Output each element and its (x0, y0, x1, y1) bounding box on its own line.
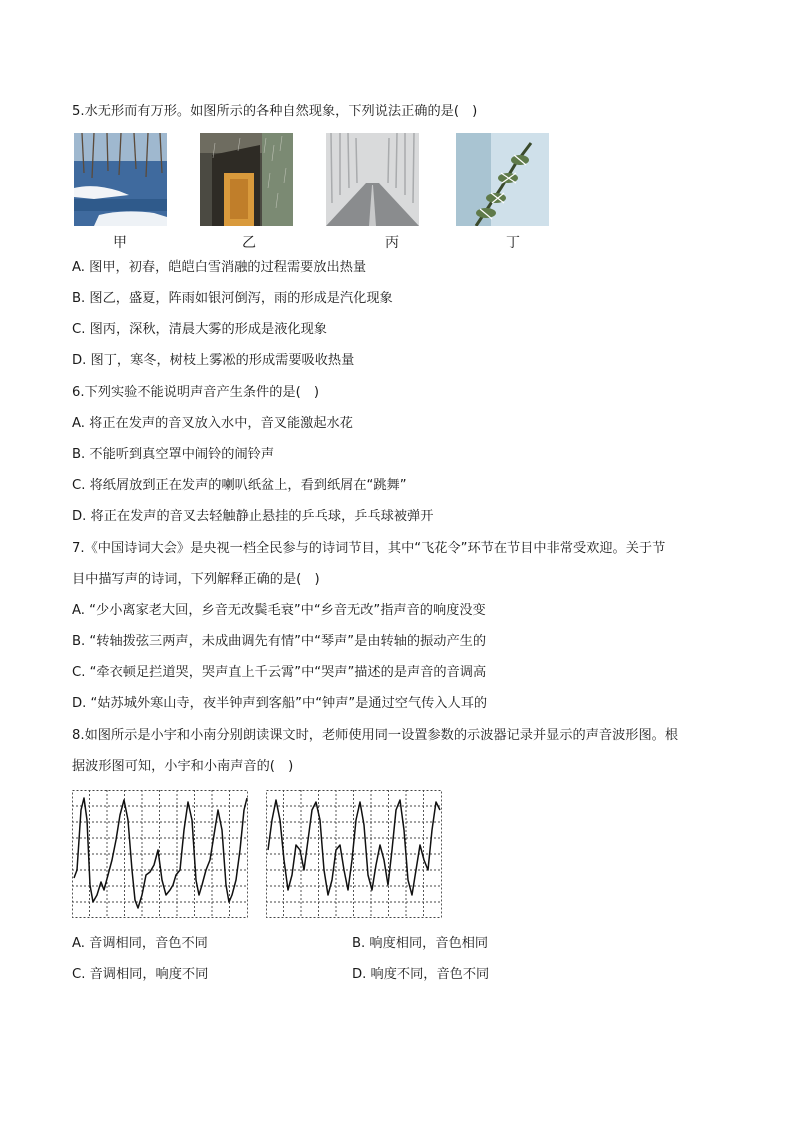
q6-option-c: C. 将纸屑放到正在发声的喇叭纸盆上，看到纸屑在“跳舞” (72, 478, 407, 493)
photo-melting-snow (74, 133, 167, 226)
q8-option-a: A. 音调相同，音色不同 (72, 936, 208, 951)
waveform-diagram-left (72, 790, 248, 922)
q7-stem-line1: 7.《中国诗词大会》是央视一档全民参与的诗词节目，其中“飞花令”环节在节目中非常受欢迎。关于节 (72, 541, 666, 556)
photo-fog-road (326, 133, 419, 226)
q8-stem-line2: 据波形图可知，小宇和小南声音的( ) (72, 759, 294, 774)
q8-option-b: B. 响度相同，音色相同 (352, 936, 489, 951)
caption-bing: 丙 (385, 235, 399, 251)
photo-heavy-rain (200, 133, 293, 226)
q6-option-a: A. 将正在发声的音叉放入水中，音叉能激起水花 (72, 416, 353, 431)
q7-option-b: B. “转轴拨弦三两声，未成曲调先有情”中“琴声”是由转轴的振动产生的 (72, 634, 487, 649)
waveform-diagram-right (266, 790, 442, 922)
q5-option-a: A. 图甲，初春，皑皑白雪消融的过程需要放出热量 (72, 260, 367, 275)
caption-ding: 丁 (506, 235, 520, 251)
q5-option-c: C. 图丙，深秋，清晨大雾的形成是液化现象 (72, 322, 327, 337)
q8-stem-line1: 8.如图所示是小宇和小南分别朗读课文时，老师使用同一设置参数的示波器记录并显示的声音波形图。根 (72, 728, 679, 743)
q7-stem-line2: 目中描写声的诗词，下列解释正确的是( ) (72, 572, 320, 587)
caption-yi: 乙 (242, 235, 256, 251)
q8-option-d: D. 响度不同，音色不同 (352, 967, 490, 982)
q6-stem: 6.下列实验不能说明声音产生条件的是( ) (72, 385, 320, 400)
q6-option-b: B. 不能听到真空罩中闹铃的闹铃声 (72, 447, 275, 462)
photo-rime-frost (456, 133, 549, 226)
q7-option-c: C. “牵衣顿足拦道哭，哭声直上千云霄”中“哭声”描述的是声音的音调高 (72, 665, 487, 680)
caption-jia: 甲 (113, 235, 127, 251)
q5-option-d: D. 图丁，寒冬，树枝上雾凇的形成需要吸收热量 (72, 353, 355, 368)
q7-option-a: A. “少小离家老大回，乡音无改鬓毛衰”中“乡音无改”指声音的响度没变 (72, 603, 486, 618)
q5-stem: 5.水无形而有万形。如图所示的各种自然现象，下列说法正确的是( ) (72, 104, 478, 119)
q8-option-c: C. 音调相同，响度不同 (72, 967, 209, 982)
q5-option-b: B. 图乙，盛夏，阵雨如银河倒泻，雨的形成是汽化现象 (72, 291, 393, 306)
q7-option-d: D. “姑苏城外寒山寺，夜半钟声到客船”中“钟声”是通过空气传入人耳的 (72, 696, 488, 711)
q6-option-d: D. 将正在发声的音叉去轻触静止悬挂的乒乓球，乒乓球被弹开 (72, 509, 434, 524)
